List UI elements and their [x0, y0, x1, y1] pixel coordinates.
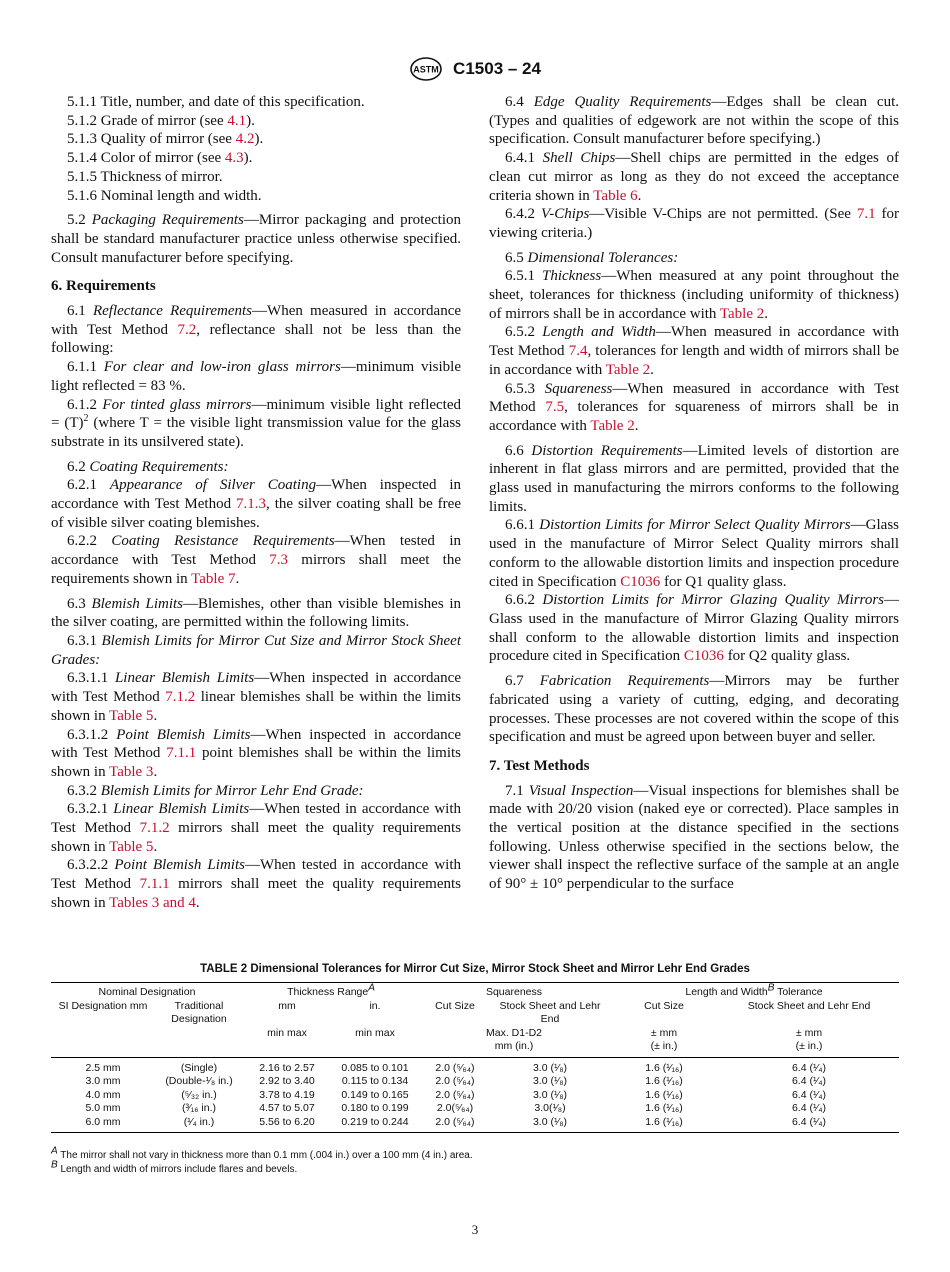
table-cell: 5.0 mm [85, 1102, 121, 1114]
column-header: Stock Sheet and Lehr End [499, 999, 601, 1025]
ref-link[interactable]: Table 5 [109, 707, 154, 724]
table-cell: 0.180 to 0.199 [341, 1102, 409, 1114]
column-header: Nominal Designation [51, 983, 243, 1000]
para-6-5: 6.5 Dimensional Tolerances: [505, 249, 679, 266]
table-header-row [51, 1000, 899, 1027]
table-cell: 3.0 (¹⁄₈) [532, 1061, 568, 1074]
table-cell: 2.5 mm [85, 1061, 121, 1074]
para-6-3-2-1: 6.3.2.1 Linear Blemish Limits—When tested in accordance with Test Method 7.1.2 mirrors shall meet the quality requirements shown in Table 5. [51, 801, 461, 855]
table-cell: 6.4 (¹⁄₄) [791, 1088, 827, 1101]
table-row [51, 1057, 899, 1075]
table-footnote-b: $^B$ Length and width of mirrors include flares and bevels. [51, 1159, 298, 1175]
ref-link[interactable]: 7.3 [269, 552, 289, 569]
ref-link[interactable]: 7.5 [545, 399, 565, 416]
ref-link[interactable]: Table 6 [593, 187, 638, 204]
ref-link[interactable]: 4.2 [235, 131, 255, 148]
ref-link[interactable]: Table 2 [605, 361, 651, 378]
column-header: ± mm [650, 1026, 678, 1039]
ref-link[interactable]: 7.1.2 [165, 689, 196, 706]
column-header: min max [267, 1026, 307, 1039]
column-header: mm [278, 999, 296, 1012]
para-6-5-3: 6.5.3 Squareness—When measured in accordance with Test Method 7.5, tolerances for squareness of mirrors shall be in accordance with Table 2. [489, 380, 900, 434]
para-6-2-1: 6.2.1 Appearance of Silver Coating—When inspected in accordance with Test Method 7.1.3, the silver coating shall be free of visible silver coating blemishes. [51, 477, 462, 531]
para-6-6-2: 6.6.2 Distortion Limits for Mirror Glazing Quality Mirrors—Glass used in the manufacture of Mirror Glazing Quality mirrors shall conform to the allowable distortion limits and inspection procedure cited in Specification C1036 for Q2 quality glass. [489, 592, 899, 665]
para-5-1-5: 5.1.5 Thickness of mirror. [67, 168, 223, 185]
column-header: Length and Width$^B$ Tolerance [609, 983, 899, 1000]
table-cell: (⁵⁄₃₂ in.) [181, 1088, 217, 1101]
para-6-7: 6.7 Fabrication Requirements—Mirrors may be further fabricated using a variety of cutting, edging, and decorating processes. These processes are not covered within the scope of this specification and must be agreed upon between buyer and seller. [489, 673, 899, 746]
tolerance-table [51, 982, 899, 1133]
table-cell: 1.6 (¹⁄₁₆) [609, 1116, 719, 1133]
column-header: Stock Sheet and Lehr End [747, 999, 871, 1012]
column-header: Cut Size [435, 999, 475, 1012]
para-6-3-1-2: 6.3.1.2 Point Blemish Limits—When inspected in accordance with Test Method 7.1.1 point blemishes shall be within the limits shown in Table 3. [51, 726, 462, 780]
table-cell: 3.78 to 4.19 [259, 1088, 315, 1101]
para-6-1-2: 6.1.2 For tinted glass mirrors—minimum visible light reflected = $(T)^2$ (where T = the visible light transmission value for the glass substrate in its unsilvered state). [51, 396, 462, 450]
table-cell: 0.085 to 0.101 [341, 1061, 409, 1074]
ref-link[interactable]: 7.1.1 [166, 745, 197, 762]
table-cell: 0.219 to 0.244 [331, 1116, 419, 1133]
column-header: in. [369, 999, 381, 1012]
table-header-row [51, 983, 899, 1000]
para-5-1-2: 5.1.2 Grade of mirror (see 4.1). [67, 112, 255, 129]
table-cell: 0.115 to 0.134 [341, 1075, 409, 1087]
table-row [51, 1075, 899, 1089]
table-cell: 2.92 to 3.40 [259, 1075, 315, 1087]
right-column [489, 93, 899, 894]
table-title: TABLE 2 Dimensional Tolerances for Mirror Cut Size, Mirror Stock Sheet and Mirror Lehr End Grades [200, 963, 750, 975]
table-row [51, 1089, 899, 1103]
ref-link[interactable]: Tables 3 and 4 [109, 894, 196, 911]
para-6-5-2: 6.5.2 Length and Width—When measured in accordance with Test Method 7.4, tolerances for length and width of mirrors shall be in accordance with Table 2. [489, 324, 899, 378]
ref-link[interactable]: 4.1 [227, 112, 247, 129]
table-cell: 6.4 (¹⁄₄) [791, 1102, 827, 1114]
para-6-2-2: 6.2.2 Coating Resistance Requirements—When tested in accordance with Test Method 7.3 mirrors shall meet the requirements shown in Table 7. [51, 533, 461, 587]
ref-link[interactable]: 7.4 [568, 343, 588, 360]
para-6-3-1-1: 6.3.1.1 Linear Blemish Limits—When inspected in accordance with Test Method 7.1.2 linear blemishes shall be within the limits shown in Table 5. [51, 670, 461, 724]
astm-logo-icon [409, 56, 443, 82]
table-cell: 3.0 mm [85, 1075, 121, 1087]
ref-link[interactable]: 7.1.3 [236, 496, 267, 513]
page-number: 3 [471, 1222, 479, 1237]
table-cell: 2.0 (⁵⁄₆₄) [435, 1088, 475, 1101]
table-cell: 5.56 to 6.20 [243, 1116, 331, 1133]
ref-link[interactable]: 7.2 [177, 321, 197, 338]
ref-link[interactable]: 7.1 [856, 206, 876, 223]
para-6-5-1: 6.5.1 Thickness—When measured at any point throughout the sheet, tolerances for thickness (including uniformity of thickness) of mirrors shall be in accordance with Table 2. [489, 268, 900, 322]
para-6-4-2: 6.4.2 V-Chips—Visible V-Chips are not permitted. (See 7.1 for viewing criteria.) [489, 206, 899, 241]
para-5-1-4: 5.1.4 Color of mirror (see 4.3). [67, 150, 253, 167]
para-6-6: 6.6 Distortion Requirements—Limited levels of distortion are inherent in flat glass mirrors and are permitted, provided that the glass used in manufacturing the mirrors conforms to the following limits. [489, 442, 899, 515]
table-cell: 3.0 (¹⁄₈) [532, 1088, 568, 1101]
table-cell: 4.57 to 5.07 [259, 1102, 315, 1114]
table-cell: (¹⁄₄ in.) [155, 1116, 243, 1133]
column-header: Squareness [419, 983, 609, 1000]
table-cell: 6.0 mm [51, 1116, 155, 1133]
table-cell: 1.6 (¹⁄₁₆) [645, 1061, 683, 1074]
ref-link[interactable]: Table 2 [719, 305, 765, 322]
table-cell: 4.0 mm [85, 1088, 121, 1101]
ref-link[interactable]: Table 3 [109, 763, 154, 780]
table-cell: 3.0 (¹⁄₈) [491, 1116, 609, 1133]
ref-link[interactable]: C1036 [620, 573, 661, 590]
table-cell: 2.0 (⁵⁄₆₄) [435, 1061, 475, 1074]
para-6-6-1: 6.6.1 Distortion Limits for Mirror Select Quality Mirrors—Glass used in the manufacture of Mirror Select Quality mirrors shall conform to the allowable distortion limits and inspection procedure cited in Specification C1036 for Q1 quality glass. [489, 517, 899, 590]
para-6-1-1: 6.1.1 For clear and low-iron glass mirrors—minimum visible light reflected = 83 %. [51, 359, 461, 394]
standard-designation: C1503 – 24 [453, 59, 541, 78]
table-row [51, 1116, 899, 1133]
table-cell: 3.0(¹⁄₈) [534, 1102, 566, 1114]
para-7-1: 7.1 Visual Inspection—Visual inspections for blemishes shall be made with 20/20 vision (naked eye or corrected). Place samples in the vertical position at the distance specified in the sections following. Unless otherwise specified in the sections below, the viewer shall inspect the reflective surface of the sample at an angle of 90° ± 10° perpendicular to the surface [489, 782, 900, 893]
para-6-3-2-2: 6.3.2.2 Point Blemish Limits—When tested in accordance with Test Method 7.1.1 mirrors shall meet the quality requirements shown in Tables 3 and 4. [51, 857, 461, 911]
ref-link[interactable]: 7.1.2 [139, 820, 170, 837]
table-header-row [51, 1027, 899, 1041]
column-header: Cut Size [644, 999, 684, 1012]
table-cell: 6.4 (¹⁄₄) [791, 1075, 827, 1087]
column-header: Thickness Range$^A$ [243, 983, 419, 1000]
para-5-2: 5.2 Packaging Requirements—Mirror packaging and protection shall be standard manufacturer practice unless otherwise specified. Consult manufacturer before specifying. [51, 212, 461, 266]
column-header: Traditional Designation [171, 999, 227, 1025]
ref-link[interactable]: 7.1.1 [139, 876, 170, 893]
para-5-1-1: 5.1.1 Title, number, and date of this specification. [67, 94, 365, 110]
page-header [0, 56, 950, 82]
table-cell: 1.6 (¹⁄₁₆) [645, 1075, 683, 1087]
column-header: (± in.) [719, 1040, 899, 1057]
para-6-4: 6.4 Edge Quality Requirements—Edges shall be clean cut. (Types and qualities of edgework are not within the scope of this specification. Consult manufacturer before specifying.) [489, 94, 899, 148]
table-cell: 3.0 (¹⁄₈) [532, 1075, 568, 1087]
para-6-3-2: 6.3.2 Blemish Limits for Mirror Lehr End Grade: [67, 782, 364, 799]
table-cell: 6.4 (¹⁄₄) [719, 1116, 899, 1133]
ref-link[interactable]: 4.3 [224, 150, 244, 167]
svg-text:ASTM: ASTM [413, 64, 439, 75]
ref-link[interactable]: Table 7 [191, 570, 236, 587]
table-cell: 6.4 (¹⁄₄) [791, 1061, 827, 1074]
para-5-1-3: 5.1.3 Quality of mirror (see 4.2). [67, 131, 264, 148]
table-row [51, 1102, 899, 1116]
section-heading: 7. Test Methods [489, 757, 590, 774]
table-cell: 0.149 to 0.165 [341, 1088, 409, 1101]
table-cell: (Single) [180, 1061, 218, 1074]
table-cell: (³⁄₁₆ in.) [181, 1102, 217, 1114]
para-6-3-1: 6.3.1 Blemish Limits for Mirror Cut Size and Mirror Stock Sheet Grades: [51, 632, 461, 668]
para-6-3: 6.3 Blemish Limits—Blemishes, other than visible blemishes in the silver coating, are permitted within the following limits. [51, 595, 462, 631]
column-header: ± mm [795, 1026, 823, 1039]
table-cell: 2.0 (⁵⁄₆₄) [435, 1075, 475, 1087]
table-cell: (Double-¹⁄₈ in.) [165, 1075, 233, 1087]
column-header: min max [355, 1026, 395, 1039]
column-header: mm (in.) [419, 1040, 609, 1057]
para-6-4-1: 6.4.1 Shell Chips—Shell chips are permitted in the edges of clean cut mirror as long as they do not exceed the acceptance criteria shown in Table 6. [489, 150, 899, 204]
para-6-1: 6.1 Reflectance Requirements—When measured in accordance with Test Method 7.2, reflectance shall not be less than the following: [51, 303, 462, 357]
table-cell: 2.0(⁵⁄₆₄) [436, 1102, 474, 1114]
ref-link[interactable]: C1036 [683, 648, 724, 665]
table-header-row [51, 1040, 899, 1057]
column-header: SI Designation mm [58, 999, 148, 1012]
ref-link[interactable]: Table 5 [109, 838, 154, 855]
table-cell: 1.6 (¹⁄₁₆) [645, 1102, 683, 1114]
table-cell: 2.0 (⁵⁄₆₄) [419, 1116, 491, 1133]
table-cell: 2.16 to 2.57 [259, 1061, 315, 1074]
section-heading: 6. Requirements [51, 278, 156, 295]
table-footnote-a: $^A$ The mirror shall not vary in thickness more than 0.1 mm (.004 in.) over a 100 mm (4 in.) area. [51, 1145, 473, 1161]
para-6-2: 6.2 Coating Requirements: [67, 458, 229, 475]
table-cell: 1.6 (¹⁄₁₆) [645, 1088, 683, 1101]
ref-link[interactable]: Table 2 [590, 417, 635, 434]
column-header: Max. D1-D2 [485, 1026, 542, 1039]
column-header: (± in.) [609, 1040, 719, 1057]
left-column [51, 93, 461, 913]
para-5-1-6: 5.1.6 Nominal length and width. [67, 187, 262, 204]
